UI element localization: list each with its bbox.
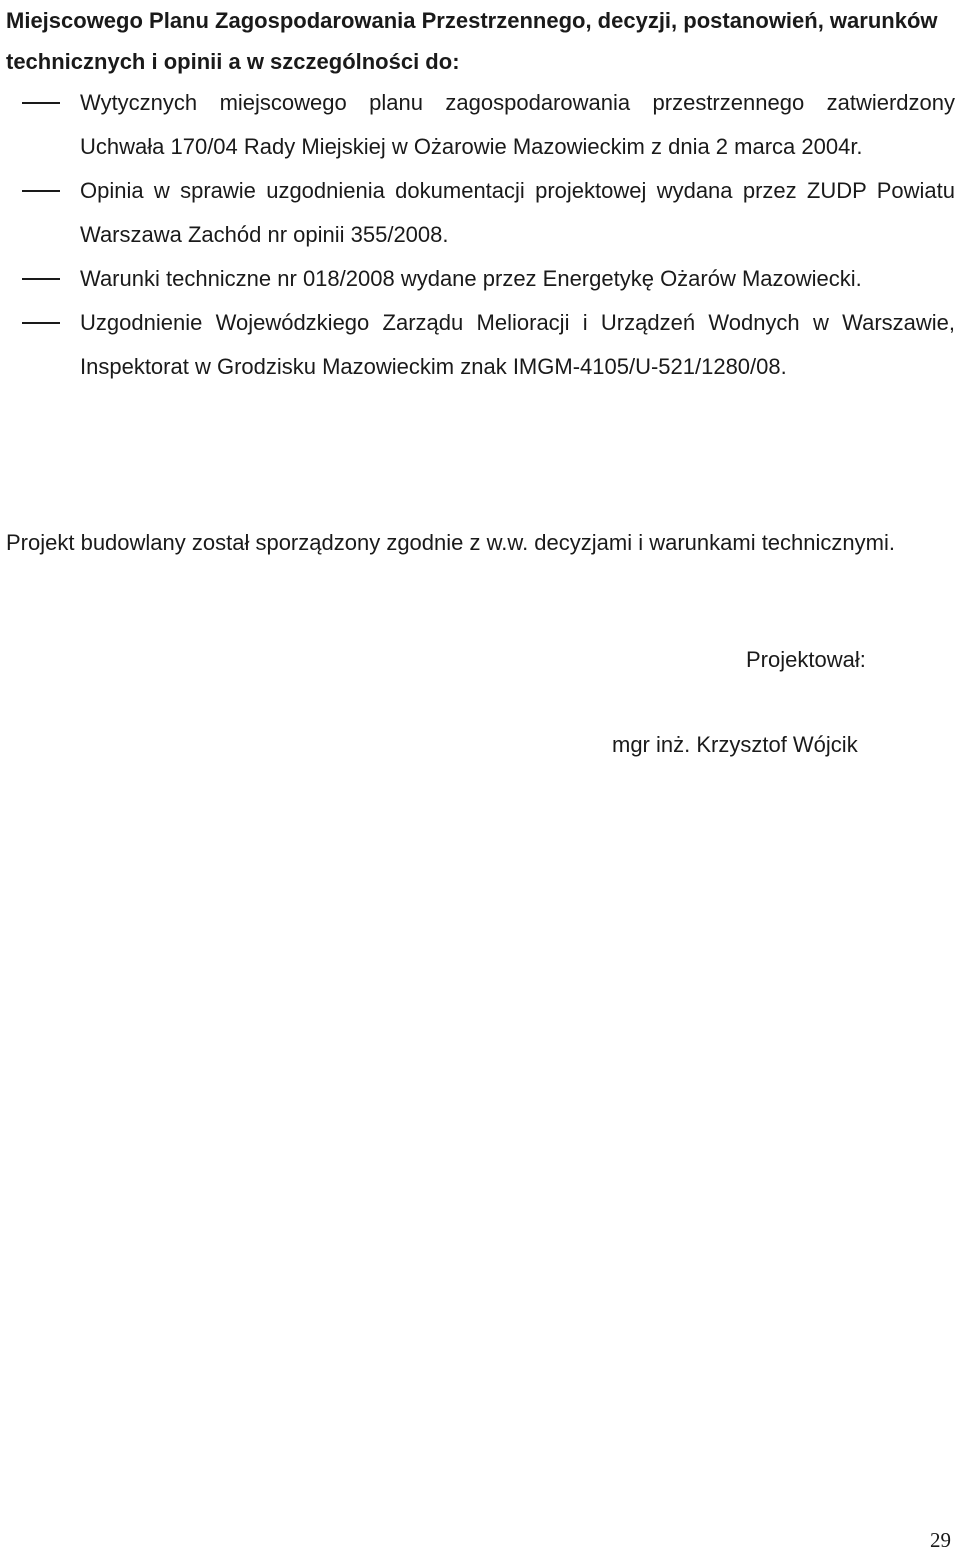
list-item-text: Wytycznych miejscowego planu zagospodarowania przestrzennego zatwierdzony Uchwała 170/04 Rady Miejskiej w Ożarowie Mazowieckim z dnia 2 marca 2004r.	[80, 90, 955, 159]
page-number: 29	[930, 1528, 951, 1552]
closing-statement: Projekt budowlany został sporządzony zgodnie z w.w. decyzjami i warunkami technicznymi.	[6, 530, 895, 555]
designed-by-label: Projektował:	[746, 647, 866, 672]
list-item-text: Opinia w sprawie uzgodnienia dokumentacji projektowej wydana przez ZUDP Powiatu Warszawa Zachód nr opinii 355/2008.	[80, 178, 955, 247]
designer-name: mgr inż. Krzysztof Wójcik	[612, 732, 858, 757]
section-heading: Miejscowego Planu Zagospodarowania Przestrzennego, decyzji, postanowień, warunków technicznych i opinii a w szczególności do:	[6, 8, 938, 74]
dash-bullet-icon	[22, 257, 60, 301]
list-item	[0, 81, 960, 169]
dash-bullet-icon	[22, 301, 60, 345]
list-item	[0, 169, 960, 257]
dash-bullet-icon	[22, 81, 60, 125]
requirements-list	[0, 81, 960, 389]
list-item	[0, 301, 960, 389]
dash-bullet-icon	[22, 169, 60, 213]
list-item	[0, 257, 960, 301]
list-item-text: Uzgodnienie Wojewódzkiego Zarządu Melioracji i Urządzeń Wodnych w Warszawie, Inspektorat w Grodzisku Mazowieckim znak IMGM-4105/U-521/1280/08.	[80, 310, 955, 379]
list-item-text: Warunki techniczne nr 018/2008 wydane przez Energetykę Ożarów Mazowiecki.	[80, 266, 862, 291]
